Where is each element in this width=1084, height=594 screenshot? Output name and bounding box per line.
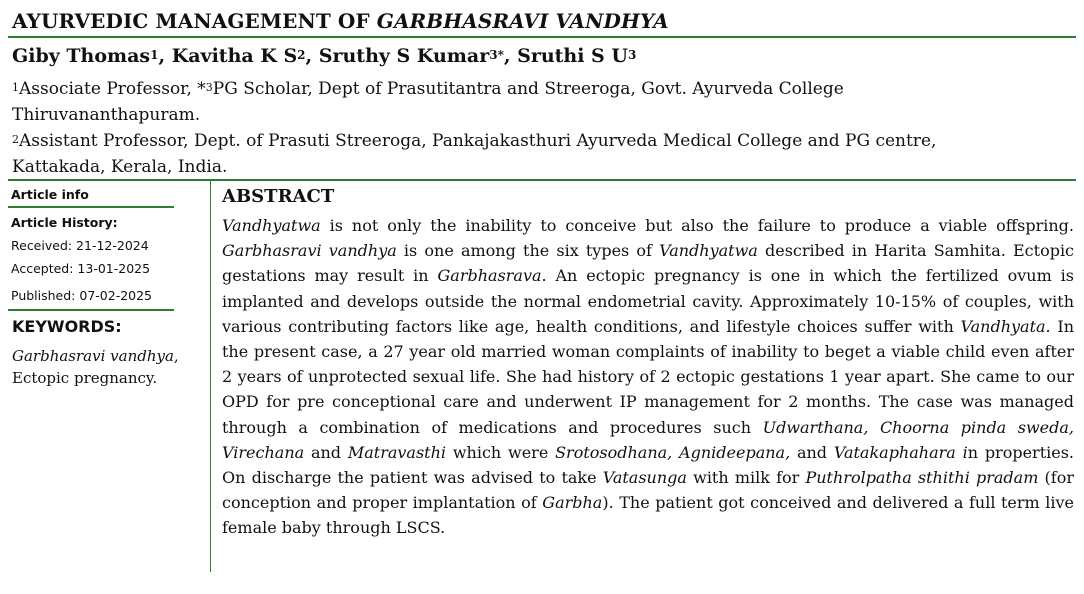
keyword-rest: , Ectopic pregnancy. bbox=[12, 347, 179, 387]
title-prefix: AYURVEDIC MANAGEMENT OF bbox=[12, 9, 377, 33]
abstract-text: and bbox=[790, 442, 834, 462]
abstract-italic-term: Vandhyatwa bbox=[222, 216, 321, 235]
abstract-text: . An ectopic pregnancy is one in which the fertilized ovum is implanted and develops outside the normal endometrial cavity. Approximately 10-15% of couples, with various contributing factors like age, health conditions, and lifestyle choices suffer with bbox=[222, 266, 1074, 336]
abstract-text: described in Harita Samhita. Ectopic gestations may result in bbox=[222, 241, 1075, 286]
abstract-italic-term: Vandhyatwa bbox=[659, 241, 758, 261]
abstract-italic-term: Udwarthana, Choorna pinda sweda, Virechana bbox=[222, 417, 1075, 462]
author: Giby Thomas$^1$, bbox=[12, 45, 172, 67]
title-italic-part: GARBHASRAVI VANDHYA bbox=[376, 9, 669, 33]
received-date: Received: 21-12-2024 bbox=[11, 238, 149, 253]
keywords-divider bbox=[8, 309, 174, 311]
published-date: Published: 07-02-2025 bbox=[11, 288, 153, 303]
abstract-text: (for conception and proper implantation of bbox=[222, 468, 1075, 513]
author: Sruthi S $U^3$ bbox=[517, 45, 637, 67]
column-divider bbox=[210, 180, 211, 572]
article-history-heading: Article History: bbox=[11, 215, 118, 230]
author-list bbox=[12, 42, 1078, 70]
abstract-text: is one among the six types of bbox=[396, 241, 660, 261]
author: Kavitha K $S^2$, bbox=[171, 45, 319, 67]
abstract-italic-term: Garbhasrava bbox=[437, 266, 542, 286]
abstract-italic-term: Vandhyata. bbox=[960, 316, 1051, 336]
keyword-italic: Garbhasravi vandhya bbox=[12, 347, 174, 365]
abstract-body bbox=[222, 213, 1074, 541]
abstract-italic-term: Garbhasravi vandhya bbox=[222, 241, 397, 261]
author: Sruthy S Kumar$^{3*}$, bbox=[318, 45, 518, 67]
abstract-text: ). The patient got conceived and delivered a full term live female baby through LSCS. bbox=[222, 493, 1075, 538]
paper-title bbox=[12, 7, 1078, 35]
abstract-text: is not only the inability to conceive but also the failure to produce a viable offspring. bbox=[320, 216, 1074, 235]
header-divider bbox=[8, 179, 1076, 181]
abstract-text: n properties. On discharge the patient was advised to take bbox=[222, 442, 1075, 488]
keywords-heading: KEYWORDS: bbox=[12, 317, 122, 336]
abstract-text: with milk for bbox=[686, 468, 806, 488]
affiliation-2: $^2$Assistant Professor, Dept. of Prasuti Streeroga, Pankajakasthuri Ayurveda Medical College and PG centre, Kattakada, Kerala, India. bbox=[12, 131, 937, 177]
accepted-date: Accepted: 13-01-2025 bbox=[11, 261, 151, 276]
article-info-divider bbox=[8, 206, 174, 208]
abstract-text: and bbox=[304, 442, 348, 462]
abstract-text: which were bbox=[446, 442, 556, 462]
abstract-italic-term: Garbha bbox=[542, 493, 603, 513]
abstract-italic-term: Vatakaphahara i bbox=[833, 442, 968, 462]
article-info-heading: Article info bbox=[11, 187, 89, 202]
abstract-italic-term: Srotosodhana, Agnideepana, bbox=[555, 442, 791, 462]
abstract-italic-term: Vatasunga bbox=[602, 468, 687, 488]
abstract-text: In the present case, a 27 year old married woman complaints of inability to beget a viable child even after 2 years of unprotected sexual life. She had history of 2 ectopic gestations 1 year apart. She came to our OPD for pre conceptional care and underwent IP management for 2 months. The case was managed through a combination of medications and procedures such bbox=[222, 316, 1075, 437]
title-divider bbox=[8, 36, 1076, 38]
keywords-list bbox=[12, 345, 207, 389]
abstract-italic-term: Puthrolpatha sthithi pradam bbox=[805, 468, 1039, 488]
abstract-italic-term: Matravasthi bbox=[347, 442, 447, 462]
abstract-heading: ABSTRACT bbox=[222, 186, 335, 207]
affiliation-1: $^1$Associate Professor, *$^3$PG Scholar, Dept of Prasutitantra and Streeroga, Govt. Ayurveda College Thiruvananthapuram. bbox=[12, 79, 844, 125]
